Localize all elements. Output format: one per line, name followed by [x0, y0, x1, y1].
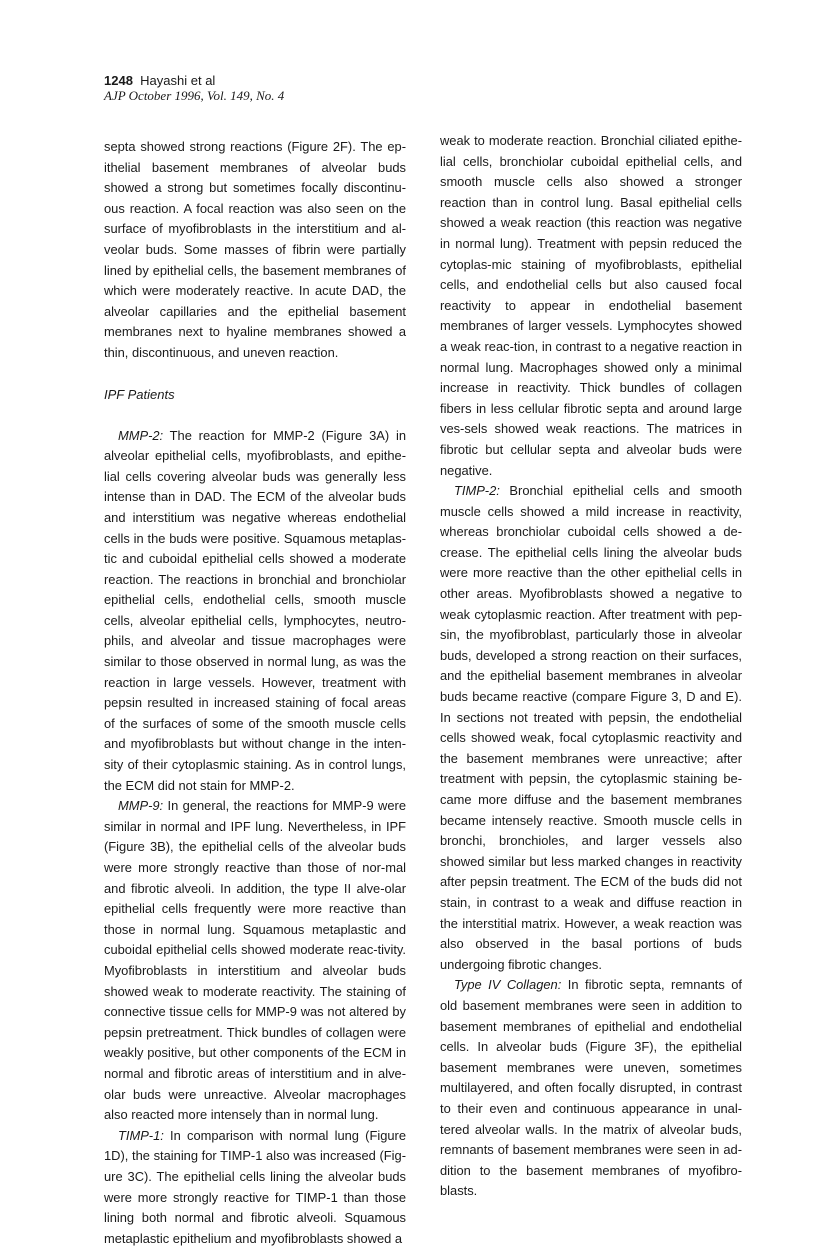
paragraph-text: In fibrotic septa, remnants of old basement membranes were seen in addition to basement membranes of epithelial and endothelial cells. In alveolar buds (Figure 3F), the epithelial basement membranes were uneven, sometimes multilayered, and often focally disrupted, in contrast to their even and continuous appearance in unal-tered alveolar walls. In the matrix of alveolar buds, remnants of basement membranes were seen in ad-dition to the basement membranes of myofibro-blasts.	[440, 977, 742, 1199]
paragraph-text: The reaction for MMP-2 (Figure 3A) in alveolar epithelial cells, myofibroblasts, and epithe-lial cells covering alveolar buds was generally less intense than in DAD. The ECM of the alveolar buds and interstitium was negative whereas endothelial cells in the buds were positive. Squamous metaplas-tic and cuboidal epithelial cells showed a moderate reaction. The reactions in bronchial and bronchiolar epithelial cells, endothelial cells, smooth muscle cells, alveolar epithelial cells, lymphocytes, neutro-phils, and alveolar and tissue macrophages were similar to those observed in normal lung, as was the reaction in large vessels. However, treatment with pepsin resulted in increased staining of focal areas of the surfaces of some of the smooth muscle cells and myofibroblasts but without change in the inten-sity of their cytoplasmic staining. As in control lungs, the ECM did not stain for MMP-2.	[104, 427, 406, 793]
section-heading: IPF Patients	[104, 386, 175, 402]
paragraph-timp1	[104, 1126, 406, 1249]
paragraph-continued: septa showed strong reactions (Figure 2F). The ep-ithelial basement membranes of alveolar buds showed a strong but sometimes focally discontinu-ous reaction. A focal reaction was also seen on the surface of myofibroblasts in the interstitium and al-veolar buds. Some masses of fibrin were partially lined by epithelial cells, the basement membranes of which were moderately reactive. In acute DAD, the alveolar capillaries and the epithelial basement membranes next to hyaline membranes showed a thin, discontinuous, and uneven reaction.	[104, 139, 406, 360]
running-header	[104, 73, 284, 103]
paragraph-type-iv-collagen	[440, 975, 742, 1202]
left-column	[104, 137, 406, 1249]
run-in-heading: MMP-2:	[118, 427, 164, 443]
paragraph-mmp2	[104, 426, 406, 797]
run-in-heading: Type IV Collagen:	[454, 977, 562, 993]
paragraph-timp2	[440, 481, 742, 975]
paragraph-mmp9	[104, 796, 406, 1126]
header-authors: Hayashi et al	[140, 73, 216, 88]
header-line-1	[104, 73, 284, 88]
paragraph-text: In comparison with normal lung (Figure 1D), the staining for TIMP-1 also was increased (Fig-ure 3C). The epithelial cells lining the alveolar buds were more strongly reactive for TIMP-1 than those lining both normal and fibrotic alveoli. Squamous metaplastic epithelium and myofibroblasts showed a	[104, 1127, 406, 1246]
journal-citation: AJP October 1996, Vol. 149, No. 4	[104, 88, 285, 103]
paragraph-text: In general, the reactions for MMP-9 were similar in normal and IPF lung. Nevertheless, in IPF (Figure 3B), the epithelial cells of the alveolar buds were more strongly reactive than those of nor-mal and fibrotic alveoli. In addition, the type II alve-olar epithelial cells frequently were more reactive than those in normal lung. Squamous metaplastic and cuboidal epithelial cells showed moderate reac-tivity. Myofibroblasts in interstitium and alveolar buds showed weak to moderate reactivity. The staining of connective tissue cells for MMP-9 was not altered by pepsin pretreatment. Thick bundles of collagen were weakly positive, but other components of the ECM in normal and fibrotic areas of interstitium and in alve-olar buds were unreactive. Alveolar macrophages also reacted more intensely than in normal lung.	[104, 798, 406, 1123]
paragraph-continued: weak to moderate reaction. Bronchial ciliated epithe-lial cells, bronchiolar cuboidal epithelial cells, and smooth muscle cells also showed a stronger reaction than in control lung. Basal epithelial cells showed a weak reaction (this reaction was negative in normal lung). Treatment with pepsin reduced the cytoplas-mic staining of myofibroblasts, epithelial cells, and endothelial cells but also caused focal reactivity to appear in endothelial basement membranes of larger vessels. Lymphocytes showed a weak reac-tion, in contrast to a negative reaction in normal lung. Macrophages showed only a minimal increase in reactivity. Thick bundles of collagen fibers in less cellular fibrotic septa and around large ves-sels showed weak reactions. The matrices in fibrotic but cellular septa and alveolar buds were negative.	[440, 133, 742, 478]
right-column	[440, 131, 742, 1202]
run-in-heading: TIMP-1:	[118, 1127, 164, 1143]
run-in-heading: MMP-9:	[118, 798, 164, 814]
run-in-heading: TIMP-2:	[454, 483, 500, 499]
page-number: 1248	[104, 73, 133, 88]
paragraph-text: Bronchial epithelial cells and smooth muscle cells showed a mild increase in reactivity, whereas bronchiolar cuboidal cells showed a de-crease. The epithelial cells lining the alveolar buds were more reactive than the other epithelial cells in other areas. Myofibroblasts showed a negative to weak cytoplasmic reaction. After treatment with pep-sin, the myofibroblast, particularly those in alveolar buds, developed a strong reaction on their surfaces, and the epithelial basement membranes in alveolar buds became reactive (compare Figure 3, D and E). In sections not treated with pepsin, the endothelial cells showed weak, focal cytoplasmic reactivity and the basement membranes were unreactive; after treatment with pepsin, the cytoplasmic staining be-came more diffuse and the basement membranes became intensely reactive. Smooth muscle cells in bronchi, bronchioles, and larger vessels also showed similar but less marked changes in reactivity after pepsin treatment. The ECM of the buds did not stain, in contrast to a weak and diffuse reaction in the interstitial matrix. However, a weak reaction was also observed in the basal portions of buds undergoing fibrotic changes.	[440, 483, 742, 972]
